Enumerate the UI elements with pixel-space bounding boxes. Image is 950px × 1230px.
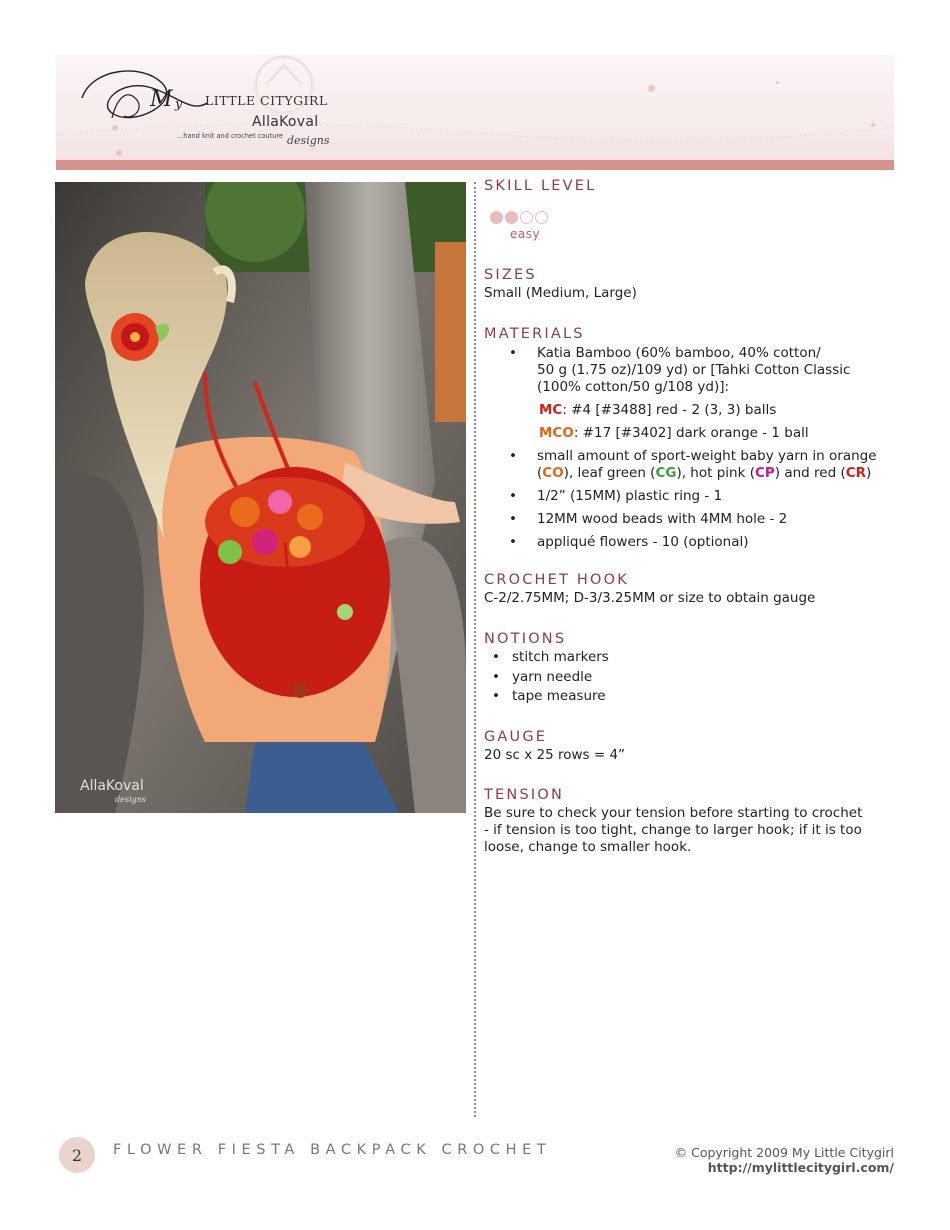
materials-item-text: appliqué flowers - 10 (optional) xyxy=(537,534,749,550)
notions-heading: NOTIONS xyxy=(484,631,567,647)
skill-level-label: easy xyxy=(510,227,541,241)
list-item: • yarn needle xyxy=(492,668,593,685)
materials-list-continued xyxy=(484,448,904,551)
logo-name: AllaKoval xyxy=(252,114,319,130)
copyright-text: © Copyright 2009 My Little Citygirl xyxy=(674,1145,894,1160)
materials-item-text: (CO), leaf green (CG), hot pink (CP) and red (CR) xyxy=(537,465,872,481)
mco-code: MCO xyxy=(539,425,574,441)
skill-level-indicator xyxy=(490,211,548,224)
mc-code: MC xyxy=(539,402,563,418)
list-item: • 12MM wood beads with 4MM hole - 2 xyxy=(484,511,904,528)
mco-line xyxy=(484,425,904,442)
co-code: CO xyxy=(542,465,564,481)
list-item: • stitch markers xyxy=(492,649,609,665)
crochet-hook-heading: CROCHET HOOK xyxy=(484,572,629,588)
page-number: 2 xyxy=(59,1137,95,1173)
product-photo xyxy=(55,182,466,813)
gauge-text: 20 sc x 25 rows = 4” xyxy=(484,747,626,763)
skill-dot-filled xyxy=(490,211,503,224)
sizes-heading: SIZES xyxy=(484,267,537,283)
cg-code: CG xyxy=(655,465,677,481)
crochet-hook-text: C-2/2.75MM; D-3/3.25MM or size to obtain gauge xyxy=(484,590,816,606)
materials-item-text: 1/2” (15MM) plastic ring - 1 xyxy=(537,488,723,504)
svg-text:M: M xyxy=(150,87,173,112)
list-item: • 1/2” (15MM) plastic ring - 1 xyxy=(484,488,904,505)
logo-designs: designs xyxy=(287,134,330,147)
materials-list xyxy=(484,345,904,396)
list-item: • Katia Bamboo (60% bamboo, 40% cotton/ 50 g (1.75 oz)/109 yd) or [Tahki Cotton Classic (100% cotton/50 g/108 yd)]: xyxy=(484,345,904,396)
materials-item-text: 50 g (1.75 oz)/109 yd) or [Tahki Cotton Classic xyxy=(537,362,851,378)
skill-dot-empty xyxy=(535,211,548,224)
skill-level-heading: SKILL LEVEL xyxy=(484,178,597,194)
tension-heading: TENSION xyxy=(484,787,565,803)
sizes-section xyxy=(484,267,904,302)
logo-swirl xyxy=(72,58,212,138)
crochet-hook-section xyxy=(484,572,904,607)
column-divider xyxy=(474,182,476,1117)
mc-line xyxy=(484,402,904,419)
footer-copyright-block xyxy=(675,1145,894,1175)
notions-list xyxy=(484,648,904,707)
svg-text:designs: designs xyxy=(115,795,146,804)
cr-code: CR xyxy=(845,465,867,481)
mc-text: : #4 [#3488] red - 2 (3, 3) balls xyxy=(562,402,777,418)
skill-dot-empty xyxy=(520,211,533,224)
materials-section xyxy=(484,326,904,551)
logo-tagline: ...hand knit and crochet couture xyxy=(177,132,283,140)
list-item: • appliqué flowers - 10 (optional) xyxy=(484,534,904,551)
materials-item-text: (100% cotton/50 g/108 yd)]: xyxy=(537,379,730,395)
mco-text: : #17 [#3402] dark orange - 1 ball xyxy=(573,425,809,441)
header-stripe xyxy=(56,160,894,170)
skill-level-section xyxy=(484,178,904,241)
tension-text: Be sure to check your tension before starting to crochet - if tension is too tight, change to larger hook; if it is too loose, change to smaller hook. xyxy=(484,805,863,855)
footer-title: FLOWER FIESTA BACKPACK CROCHET xyxy=(113,1142,552,1158)
gauge-section xyxy=(484,729,904,764)
gauge-heading: GAUGE xyxy=(484,729,548,745)
tension-section xyxy=(484,787,904,856)
logo-wordmark: LITTLE CITYGIRL xyxy=(205,93,328,108)
photo-watermark: AllaKoval xyxy=(80,778,144,794)
website-link[interactable]: http://mylittlecitygirl.com/ xyxy=(707,1160,894,1175)
materials-item-text: Katia Bamboo (60% bamboo, 40% cotton/ xyxy=(537,345,821,361)
materials-item-text: 12MM wood beads with 4MM hole - 2 xyxy=(537,511,788,527)
materials-heading: MATERIALS xyxy=(484,326,585,342)
cp-code: CP xyxy=(754,465,775,481)
photo-illustration xyxy=(55,182,466,813)
materials-item-text: small amount of sport-weight baby yarn in orange xyxy=(537,448,877,464)
notions-section xyxy=(484,631,904,707)
list-item: • small amount of sport-weight baby yarn in orange (CO), leaf green (CG), hot pink (CP) and red (CR) xyxy=(484,448,904,482)
skill-dot-filled xyxy=(505,211,518,224)
svg-text:y: y xyxy=(175,97,183,112)
sizes-text: Small (Medium, Large) xyxy=(484,285,637,301)
list-item: • tape measure xyxy=(492,688,606,704)
